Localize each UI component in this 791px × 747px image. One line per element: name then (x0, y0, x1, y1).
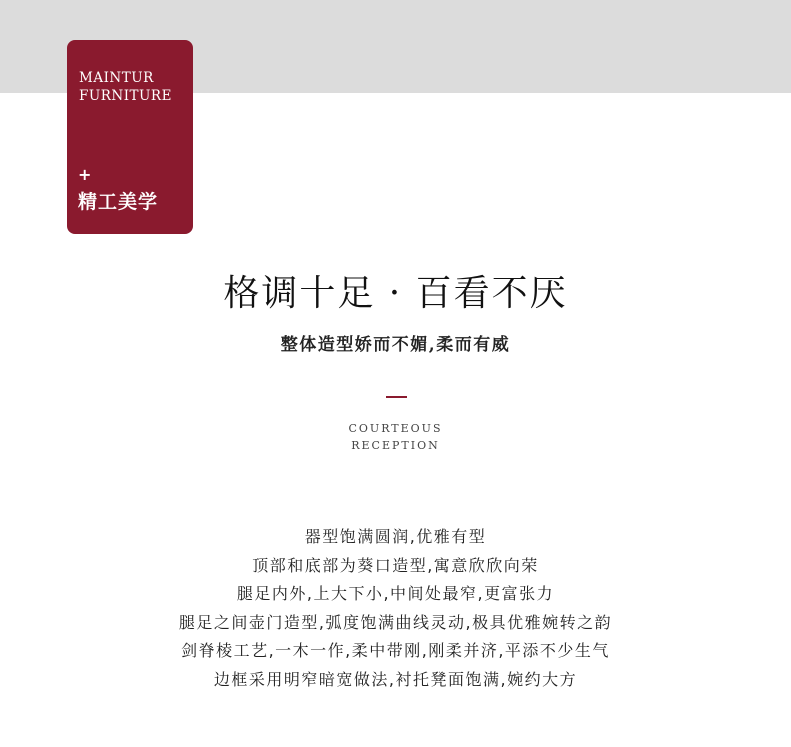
description-line: 腿足之间壶门造型,弧度饱满曲线灵动,极具优雅婉转之韵 (178, 612, 613, 632)
english-caption-line-2: RECEPTION (351, 439, 440, 452)
brand-tagline: 精工美学 (78, 191, 159, 213)
description-line: 腿足内外,上大下小,中间处最窄,更富张力 (236, 584, 555, 603)
brand-card (67, 40, 193, 234)
plus-icon: + (78, 165, 92, 184)
main-title: 格调十足 · 百看不厌 (223, 273, 568, 314)
brand-name-line-2: FURNITURE (79, 88, 172, 104)
subtitle: 整体造型娇而不媚,柔而有威 (280, 335, 511, 355)
description-line: 剑脊棱工艺,一木一作,柔中带刚,刚柔并济,平添不少生气 (181, 641, 610, 660)
description-line: 边框采用明窄暗宽做法,衬托凳面饱满,婉约大方 (213, 669, 578, 689)
brand-name-line-1: MAINTUR (79, 70, 154, 86)
description-line: 顶部和底部为葵口造型,寓意欣欣向荣 (252, 555, 539, 575)
english-caption-line-1: COURTEOUS (348, 422, 443, 435)
description-line: 器型饱满圆润,优雅有型 (304, 527, 487, 546)
accent-divider (386, 396, 407, 398)
description-list (0, 523, 791, 694)
